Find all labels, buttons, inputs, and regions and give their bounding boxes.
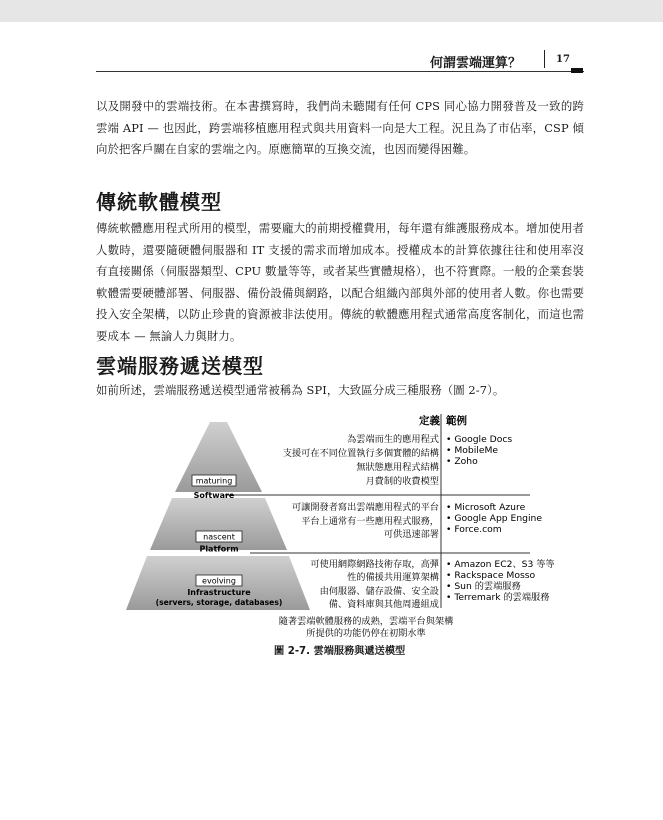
page-number: 17	[556, 54, 570, 65]
body-paragraph-3: 如前所述，雲端服務遞送模型通常被稱為 SPI，大致區分成三種服務（圖 2-7）。	[96, 383, 505, 397]
running-header-title: 何謂雲端運算？	[430, 56, 522, 71]
column-header-definition: 定義	[419, 415, 440, 427]
header-rule	[96, 71, 584, 72]
infrastructure-example: • Amazon EC2、S3 等等	[446, 559, 555, 570]
top-margin-bar	[0, 0, 663, 22]
section-heading-traditional-software: 傳統軟體模型	[96, 190, 222, 214]
figure-footnote-line: 所提供的功能仍停在初期水準	[306, 628, 426, 639]
software-example: • Google Docs	[446, 434, 513, 445]
infrastructure-example: • Sun 的雲端服務	[446, 581, 521, 592]
header-separator	[544, 50, 545, 68]
infrastructure-definition-line: 性的備援共用運算架構	[347, 572, 439, 583]
infrastructure-definition-line: 由伺服器、儲存設備、安全設	[319, 586, 439, 597]
software-definition-line: 月費制的收費模型	[365, 476, 439, 487]
software-definition-line: 為雲端而生的應用程式	[347, 434, 439, 445]
figure-caption: 圖 2-7. 雲端服務與遞送模型	[274, 646, 406, 657]
software-definition-line: 支援可在不同位置執行多個實體的結構	[282, 448, 439, 459]
software-example: • Zoho	[446, 456, 478, 467]
body-paragraph-1: 以及開發中的雲端技術。在本書撰寫時，我們尚未聽聞有任何 CPS 同心協力開發普及一致的跨雲端 API — 也因此，跨雲端移植應用程式與共用資料一向是大工程。況且為了市佔率，CSP 傾向於把客戶關在自家的雲端之內。原應簡單的互換交流，也因而變得困難。	[96, 99, 584, 156]
platform-definition-line: 可讓開發者寫出雲端應用程式的平台	[292, 502, 439, 513]
tier-name-software: Software	[193, 491, 235, 500]
header-marker	[571, 68, 583, 73]
tier-name-infrastructure: Infrastructure	[187, 588, 251, 597]
tier-subname-infrastructure: (servers, storage, databases)	[155, 598, 283, 607]
software-definition-line: 無狀態應用程式結構	[356, 462, 439, 473]
badge-nascent-label: nascent	[203, 532, 235, 542]
platform-example: • Force.com	[446, 524, 502, 535]
section-heading-cloud-delivery: 雲端服務遞送模型	[96, 354, 264, 378]
platform-example: • Microsoft Azure	[446, 502, 526, 513]
column-header-examples: 範例	[446, 415, 467, 427]
software-example: • MobileMe	[446, 445, 499, 456]
infrastructure-definition-line: 備、資料庫與其他周邊組成	[328, 599, 439, 610]
platform-definition-line: 可供迅速部署	[383, 529, 439, 540]
figure-footnote-line: 隨著雲端軟體服務的成熟，雲端平台與架構	[278, 616, 454, 627]
badge-maturing-label: maturing	[195, 476, 233, 486]
badge-evolving-label: evolving	[202, 576, 236, 586]
tier-name-platform: Platform	[199, 544, 239, 554]
infrastructure-definition-line: 可使用網際網路技術存取，高彈	[310, 559, 439, 570]
infrastructure-example: • Terremark 的雲端服務	[446, 592, 550, 603]
body-paragraph-2: 傳統軟體應用程式所用的模型，需要龐大的前期授權費用，每年還有維護服務成本。增加使用者人數時，還要隨硬體伺服器和 IT 支援的需求而增加成本。授權成本的計算依據往往和使用率沒有直接關係（伺服器類型、CPU 數量等等，或者某些實體規格），也不符實際。一般的企業套裝軟體需要硬體部署、伺服器、備份設備與網路，以配合組織內部與外部的使用者人數。你也需要投入安全架構，以防止珍貴的資源被非法使用。傳統的軟體應用程式通常高度客制化，而這也需要成本 — 無論人力與財力。	[96, 221, 584, 343]
platform-example: • Google App Engine	[446, 513, 543, 524]
infrastructure-example: • Rackspace Mosso	[446, 570, 536, 581]
platform-definition-line: 平台上通常有一些應用程式服務，	[301, 516, 439, 527]
spi-pyramid-figure	[150, 410, 555, 660]
